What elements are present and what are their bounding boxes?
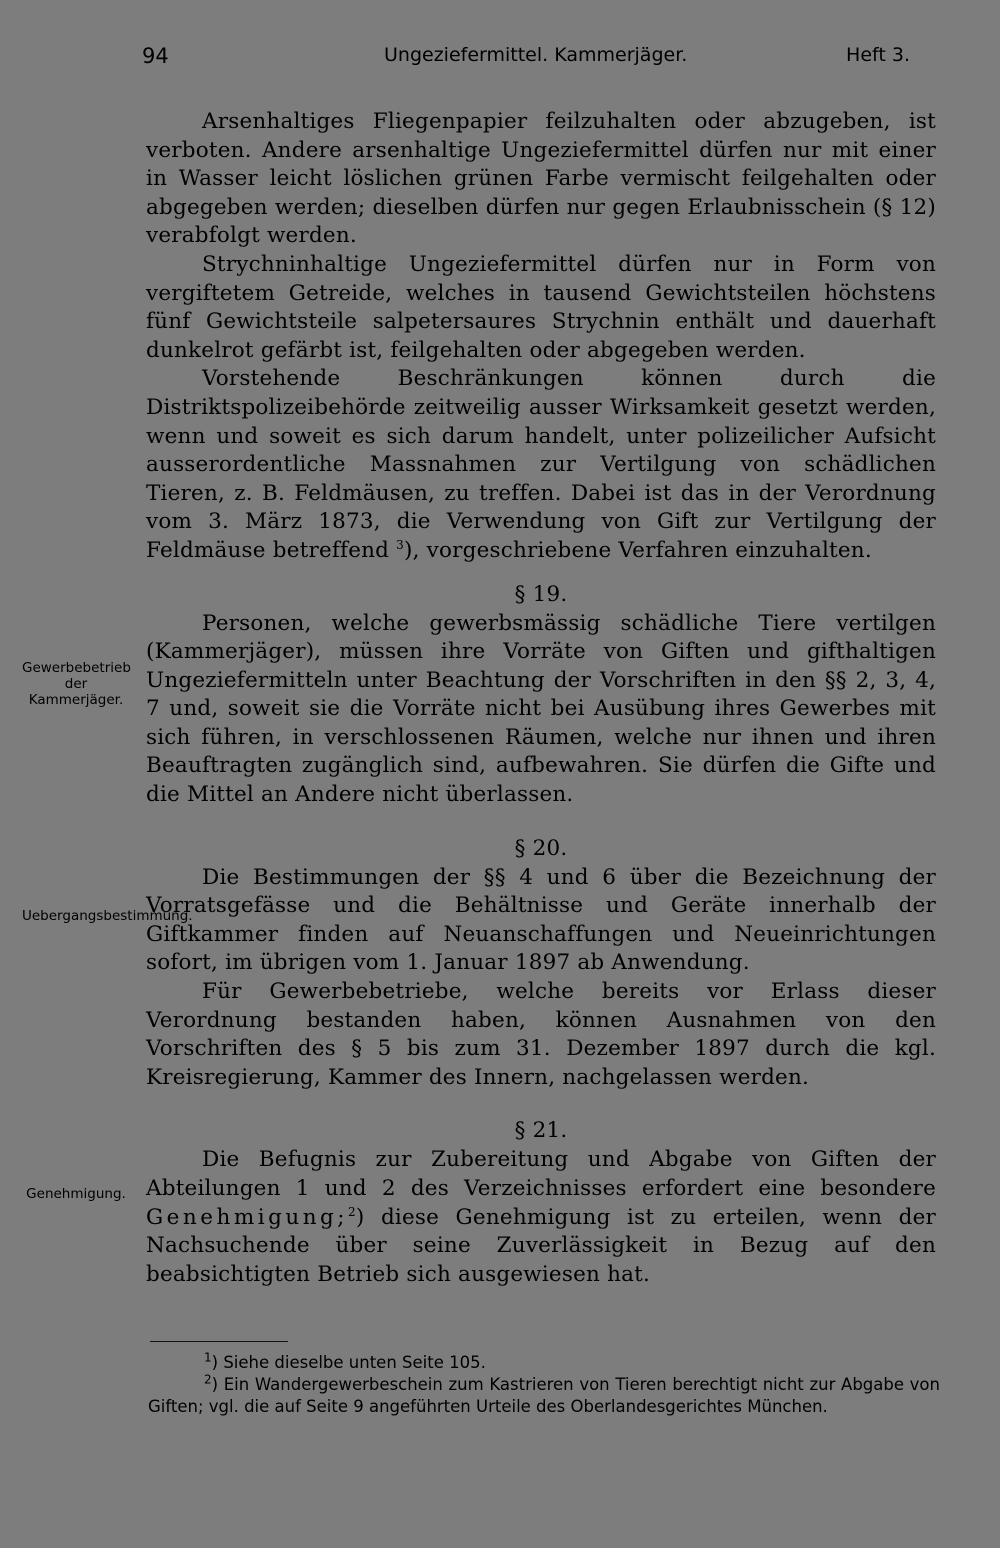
- paragraph: Arsenhaltiges Fliegenpapier feilzuhalten oder abzugeben, ist verboten. Andere arsenhaltige Ungeziefermittel dürfen nur mit einer in Wasser leicht löslichen grünen Farbe vermischt feilgehalten oder abgegeben werden; dieselben dürfen nur gegen Erlaubnisschein (§ 12) verabfolgt werden.: [146, 109, 936, 249]
- section-21-text-before: Die Befugnis zur Zubereitung und Abgabe von Giften der Abteilungen 1 und 2 des Verzeichnisses erfordert eine besondere: [146, 1147, 936, 1201]
- page-header: [140, 44, 910, 74]
- footnote-2: [148, 1374, 940, 1418]
- footnotes: [148, 1352, 940, 1418]
- section-19-text: Personen, welche gewerbsmässig schädliche Tiere vertilgen (Kammerjäger), müssen ihre Vorräte von Giften und gifthaltigen Ungeziefermitteln unter Beachtung der Vorschriften in den §§ 2, 3, 4, 7 und, soweit sie die Vorräte nicht bei Ausübung ihres Gewerbes mit sich führen, in verschlossenen Räumen, welche nur ihnen und ihren Beauftragten zugänglich sind, aufbewahren. Sie dürfen die Gifte und die Mittel an Andere nicht überlassen.: [146, 610, 936, 808]
- footnote-mark: 1: [204, 1350, 212, 1365]
- footnote-ref: 3: [396, 537, 405, 552]
- page-number: 94: [142, 44, 169, 68]
- section-20-text-2: Für Gewerbebetriebe, welche bereits vor Erlass dieser Verordnung bestanden haben, können Ausnahmen von den Vorschriften des § 5 bis zum 31. Dezember 1897 durch die kgl. Kreisregierung, Kammer des Innern, nachgelassen werden.: [146, 979, 936, 1090]
- footnote-mark: 2: [204, 1372, 212, 1387]
- paragraph-tail: ), vorgeschriebene Verfahren einzuhalten.: [404, 537, 872, 563]
- margin-note-gewerbebetrieb: Gewerbebetrieb der Kammerjäger.: [22, 660, 131, 708]
- footnote-rule: [150, 1341, 288, 1342]
- section-19-title: § 19.: [514, 581, 568, 607]
- issue-label: Heft 3.: [846, 44, 910, 66]
- section-21-text-after: ) diese Genehmigung ist zu erteilen, wenn der Nachsuchende über seine Zuverlässigkeit in Bezug auf den beabsichtigten Betrieb sich ausgewiesen hat.: [146, 1204, 936, 1287]
- section-20-text-1: Die Bestimmungen der §§ 4 und 6 über die Bezeichnung der Vorratsgefässe und die Behältnisse und Geräte innerhalb der Giftkammer finden auf Neuanschaffungen und Neueinrichtungen sofort, im übrigen vom 1. Januar 1897 ab Anwendung.: [146, 864, 936, 976]
- footnote-1: [148, 1352, 940, 1374]
- footnote-text: ) Siehe dieselbe unten Seite 105.: [211, 1353, 486, 1372]
- section-21-spaced-word: Genehmigung;: [146, 1204, 349, 1230]
- paragraph-text: Vorstehende Beschränkungen können durch die Distriktspolizeibehörde zeitweilig ausser Wirksamkeit gesetzt werden, wenn und soweit es sich darum handelt, unter polizeilicher Aufsicht ausserordentliche Massnahmen zur Vertilgung von schädlichen Tieren, z. B. Feldmäusen, zu treffen. Dabei ist das in der Verordnung vom 3. März 1873, die Verwendung von Gift zur Vertilgung der Feldmäuse betreffend: [146, 366, 936, 563]
- section-21-text: [146, 1146, 936, 1289]
- footnote-ref: 2: [348, 1204, 356, 1219]
- margin-note-genehmigung: Genehmigung.: [26, 1186, 126, 1202]
- margin-note-uebergangsbestimmung: Uebergangsbestimmung.: [22, 908, 193, 924]
- section-20-title: § 20.: [514, 835, 568, 861]
- section-21-title: § 21.: [514, 1118, 568, 1144]
- footnote-text: ) Ein Wandergewerbeschein zum Kastrieren von Tieren berechtigt nicht zur Abgabe von Giften; vgl. die auf Seite 9 angeführten Urteile des Oberlandesgerichtes München.: [148, 1375, 940, 1416]
- main-text: [146, 108, 936, 1289]
- paragraph: Strychninhaltige Ungeziefermittel dürfen nur in Form von vergiftetem Getreide, welches in tausend Gewichtsteilen höchstens fünf Gewichtsteile salpetersaures Strychnin enthält und dauerhaft dunkelrot gefärbt ist, feilgehalten oder abgegeben werden.: [146, 251, 936, 363]
- running-title: Ungeziefermittel. Kammerjäger.: [384, 44, 688, 66]
- paragraph: [146, 365, 936, 565]
